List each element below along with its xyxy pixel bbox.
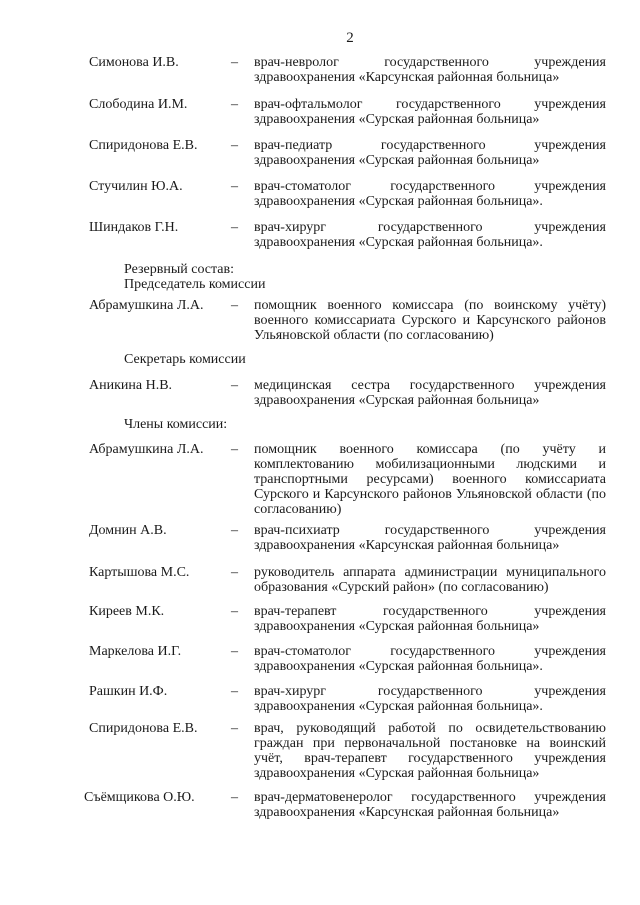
dash-separator: –	[231, 220, 238, 235]
member-name: Шиндаков Г.Н.	[89, 220, 179, 235]
member-position: помощник военного комиссара (по учёту и комплектованию мобилизационными людскими и транспортными ресурсами) военного комиссариата Сурского и Карсунского районов Ульяновской области (по согласованию)	[254, 442, 606, 517]
dash-separator: –	[231, 523, 238, 538]
dash-separator: –	[231, 138, 238, 153]
dash-separator: –	[231, 644, 238, 659]
member-name: Аникина Н.В.	[89, 378, 173, 393]
dash-separator: –	[231, 378, 238, 393]
dash-separator: –	[231, 604, 238, 619]
member-position: врач-хирург государственного учреждения здравоохранения «Сурская районная больница».	[254, 684, 606, 714]
members-heading: Члены комиссии:	[124, 417, 228, 432]
member-position: врач-стоматолог государственного учреждения здравоохранения «Сурская районная больница».	[254, 644, 606, 674]
member-name: Рашкин И.Ф.	[89, 684, 168, 699]
member-position: врач-психиатр государственного учреждения здравоохранения «Карсунская районная больница»	[254, 523, 606, 553]
member-name: Слободина И.М.	[89, 97, 188, 112]
page-number: 2	[346, 30, 354, 46]
member-name: Симонова И.В.	[89, 55, 179, 70]
reserve-title: Резервный состав:	[124, 262, 235, 277]
member-position: врач-педиатр государственного учреждения здравоохранения «Сурская районная больница»	[254, 138, 606, 168]
chairman-heading: Председатель комиссии	[124, 277, 266, 292]
member-name: Абрамушкина Л.А.	[89, 442, 204, 457]
dash-separator: –	[231, 179, 238, 194]
secretary-heading: Секретарь комиссии	[124, 352, 246, 367]
dash-separator: –	[231, 97, 238, 112]
member-position: врач-офтальмолог государственного учреждения здравоохранения «Сурская районная больница»	[254, 97, 606, 127]
dash-separator: –	[231, 565, 238, 580]
dash-separator: –	[231, 721, 238, 736]
member-position: врач-стоматолог государственного учреждения здравоохранения «Сурская районная больница».	[254, 179, 606, 209]
member-position: врач-дерматовенеролог государственного учреждения здравоохранения «Карсунская районная больница»	[254, 790, 606, 820]
member-name: Спиридонова Е.В.	[89, 138, 198, 153]
member-position: руководитель аппарата администрации муниципального образования «Сурский район» (по согласованию)	[254, 565, 606, 595]
member-name: Спиридонова Е.В.	[89, 721, 198, 736]
member-position: врач, руководящий работой по освидетельствованию граждан при первоначальной постановке на воинский учёт, врач-терапевт государственного учреждения здравоохранения «Сурская районная больница»	[254, 721, 606, 781]
dash-separator: –	[231, 684, 238, 699]
dash-separator: –	[231, 298, 238, 313]
member-name: Стучилин Ю.А.	[89, 179, 183, 194]
member-name: Маркелова И.Г.	[89, 644, 182, 659]
dash-separator: –	[231, 55, 238, 70]
member-name: Картышова М.С.	[89, 565, 190, 580]
member-name: Абрамушкина Л.А.	[89, 298, 204, 313]
dash-separator: –	[231, 790, 238, 805]
member-name: Съёмщикова О.Ю.	[84, 790, 195, 805]
member-position: врач-терапевт государственного учреждения здравоохранения «Сурская районная больница»	[254, 604, 606, 634]
member-position: медицинская сестра государственного учреждения здравоохранения «Сурская районная больница»	[254, 378, 606, 408]
member-position: врач-хирург государственного учреждения здравоохранения «Сурская районная больница».	[254, 220, 606, 250]
member-position: врач-невролог государственного учреждения здравоохранения «Карсунская районная больница»	[254, 55, 606, 85]
member-name: Киреев М.К.	[89, 604, 165, 619]
dash-separator: –	[231, 442, 238, 457]
member-position: помощник военного комиссара (по воинскому учёту) военного комиссариата Сурского и Карсунского районов Ульяновской области (по согласованию)	[254, 298, 606, 343]
member-name: Домнин А.В.	[89, 523, 167, 538]
